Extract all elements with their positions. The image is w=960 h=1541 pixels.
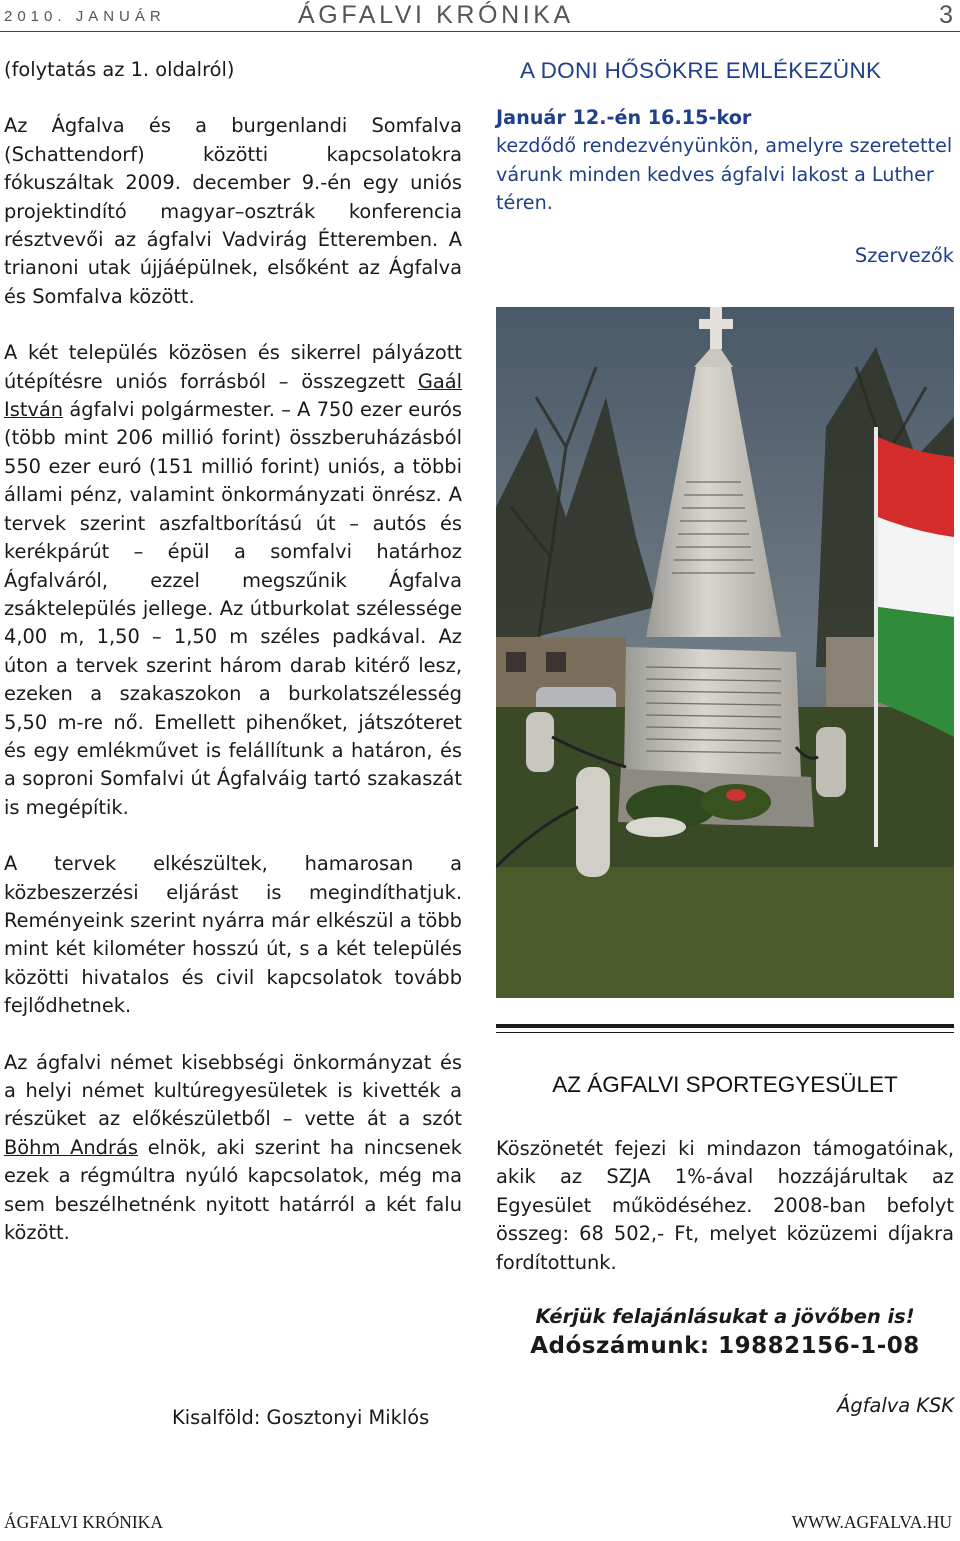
doni-title: A DONI HŐSÖKRE EMLÉKEZÜNK bbox=[520, 58, 882, 83]
doni-date: Január 12.-én 16.15-kor bbox=[496, 106, 752, 129]
memorial-photo bbox=[496, 307, 954, 998]
donation-appeal: Kérjük felajánlásukat a jövőben is! bbox=[535, 1305, 915, 1328]
article-paragraph: A tervek elkészültek, hamarosan a közbeszerzési eljárást is megindíthatjuk. Reményeink szerint nyárra már elkészül a több mint két kilométer hosszú út, s a két település közötti hivatalos és civil kapcsolatok tovább fejlődhetnek. bbox=[4, 852, 462, 1018]
page-number: 3 bbox=[939, 1, 953, 29]
article-signature: Kisalföld: Gosztonyi Miklós bbox=[172, 1406, 430, 1429]
page-header bbox=[0, 0, 960, 34]
issue-date: 2010. JANUÁR bbox=[4, 8, 166, 25]
sport-notice bbox=[496, 1135, 954, 1277]
doni-text: kezdődő rendezvényünkön, amelyre szeretettel várunk minden kedves ágfalvi lakost a Luther téren. bbox=[496, 134, 953, 215]
person-name: Böhm András bbox=[4, 1135, 138, 1159]
section-divider-thin bbox=[496, 1032, 954, 1033]
header-rule bbox=[0, 31, 960, 32]
doni-signature: Szervezők bbox=[854, 244, 954, 267]
continued-note: (folytatás az 1. oldalról) bbox=[4, 58, 235, 81]
sport-signature: Ágfalva KSK bbox=[837, 1394, 954, 1417]
masthead-title: ÁGFALVI KRÓNIKA bbox=[298, 1, 574, 29]
article-paragraph: Az ágfalvi német kisebbségi önkormányzat és a helyi német kultúregyesületek is kivették a részüket az előkészületből – vette át a szót Böhm András elnök, aki szerint ha nincsenek ezek a régmúltra nyúló kapcsolatok, még ma sem beszélhetnénk nyitott határról a két falu között. bbox=[4, 1050, 462, 1245]
footer-publication: ÁGFALVI KRÓNIKA bbox=[4, 1512, 163, 1532]
tax-number: Adószámunk: 19882156-1-08 bbox=[530, 1333, 920, 1359]
doni-invitation bbox=[496, 104, 956, 218]
article-paragraph: A két település közösen és sikerrel pályázott útépítésre uniós forrásból – összegzett Gaál István ágfalvi polgármester. – A 750 ezer eurós (több mint 206 millió forint) összberuházásból 550 ezer euró (151 millió forint) uniós, a többi állami pénz, valamint önkormányzati önrész. A tervek szerint aszfaltborítású út – autós és kerékpárút – épül a somfalvi határhoz Ágfalváról, ezzel megszűnik Ágfalva zsáktelepülés jellege. Az útburkolat szélessége 4,00 m, 1,50 – 1,50 m széles padkával. Az úton a tervek szerint három darab kitérő lesz, ezeken a szakaszokon a burkolatszélesség 5,50 m-re nő. Emellett pihenőket, játszóteret és egy emlékművet is felállítunk a határon, és a soproni Somfalvi út Ágfalváig tartó szakaszát is megépítik. bbox=[4, 341, 462, 819]
article-paragraph: Az Ágfalva és a burgenlandi Somfalva (Schattendorf) közötti kapcsolatokra fókuszáltak 2009. december 9.-én egy uniós projektindító magyar–osztrák konferencia résztvevői az ágfalvi Vadvirág Étteremben. A trianoni utak újjáépülnek, elsőként az Ágfalva és Somfalva között. bbox=[4, 114, 462, 308]
section-divider bbox=[496, 1024, 954, 1028]
person-name: Gaál István bbox=[4, 369, 462, 422]
footer-website: WWW.AGFALVA.HU bbox=[791, 1512, 952, 1532]
sport-paragraph: Köszönetét fejezi ki mindazon támogatóinak, akik az SZJA 1%-ával hozzájárultak az Egyesület működéséhez. 2008-ban befolyt összeg: 68 502,- Ft, melyet közüzemi díjakra fordítottunk. bbox=[496, 1137, 954, 1274]
sport-title: AZ ÁGFALVI SPORTEGYESÜLET bbox=[552, 1072, 898, 1097]
article-road-project bbox=[4, 56, 462, 1247]
